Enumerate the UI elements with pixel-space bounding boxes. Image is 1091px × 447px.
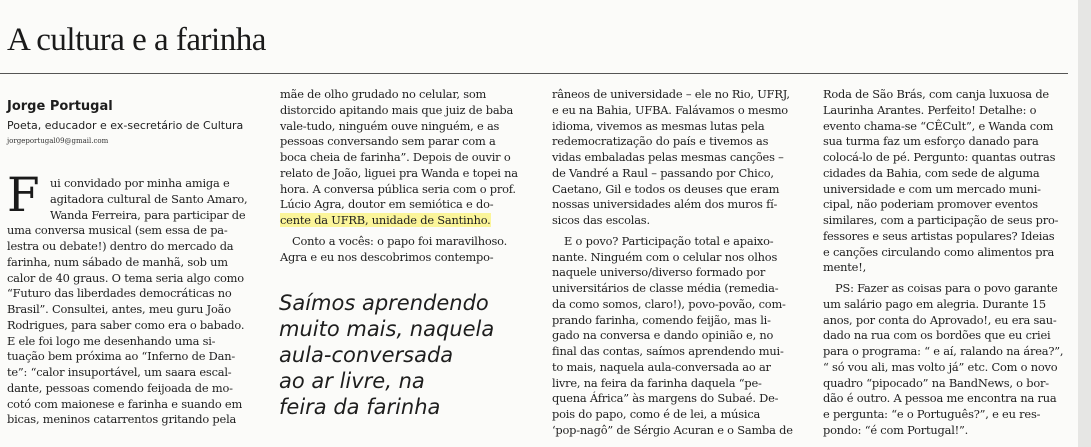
pull-quote [279, 290, 494, 420]
text-line: evento chama-se “CÊCult”, e Wanda com [823, 118, 1054, 133]
page-edge [1078, 0, 1091, 447]
text-line: mente!, [823, 260, 866, 275]
text-line: farinha, num sábado de manhã, sob um [7, 254, 228, 269]
text-line: livre, na feira da farinha daquela “pe- [552, 375, 762, 390]
pull-quote-line: muito mais, naquela [279, 317, 495, 341]
highlighted-text-line [280, 213, 538, 229]
text-line: pessoas conversando sem parar com a [280, 134, 496, 149]
text-line: de Vandré a Raul – passando por Chico, [552, 165, 774, 180]
text-line: da como somos, claro!), povo-povão, com- [552, 296, 786, 311]
text-line: “Futuro das liberdades democráticas no [7, 286, 232, 301]
text-line: similares, com a participação de seus pro- [823, 213, 1059, 227]
text-line: prando farinha, comendo feijão, mas li- [552, 312, 771, 327]
header-rule [0, 73, 1068, 74]
article-headline: A cultura e a farinha [7, 22, 266, 58]
text-line: Rodrigues, para saber como era o babado. [7, 317, 245, 332]
text-line: lestra ou debate!) dentro do mercado da [7, 239, 234, 253]
text-line: gado na conversa e dando opinião e, no [552, 328, 774, 343]
text-line: Roda de São Brás, com canja luxuosa de [823, 87, 1049, 101]
text-line: cidades da Bahia, com sede de alguma [823, 165, 1040, 180]
article-column-3 [552, 87, 810, 439]
text-line: agitadora cultural de Santo Amaro, [50, 191, 248, 206]
text-line: universidade e com um mercado muni- [823, 181, 1041, 196]
text-line: fessores e seus artistas populares? Ideias [823, 228, 1055, 243]
text-line: te”: “calor insuportável, um saara escal- [7, 365, 232, 379]
text-line: mãe de olho grudado no celular, som [280, 87, 487, 101]
text-line: relato de João, liguei pra Wanda e topei na [280, 165, 518, 180]
text-line: bicas, meninos catarrentos gritando pela [7, 412, 237, 427]
pull-quote-line: aula-conversada [279, 343, 454, 367]
text-line: vale-tudo, ninguém ouve ninguém, e as [280, 118, 500, 133]
text-line: Lúcio Agra, doutor em semiótica e do- [280, 197, 494, 212]
text-line: colocá-lo de pé. Pergunto: quantas outras [823, 150, 1056, 164]
text-line: quena África” às margens do Subaé. De- [552, 391, 779, 406]
text-line: e eu na Bahia, UFBA. Falávamos o mesmo [552, 102, 788, 117]
text-line: Brasil”. Consultei, antes, meu guru João [7, 302, 231, 316]
text-line: final das contas, saímos aprendendo mui- [552, 344, 784, 358]
text-highlight: cente da UFRB, unidade de Santinho. [280, 213, 491, 227]
text-line: Conto a vocês: o papo foi maravilhoso. [292, 233, 508, 248]
text-line: para o programa: “ e aí, ralando na área?”, [823, 344, 1064, 358]
pull-quote-line: Saímos aprendendo [279, 291, 489, 315]
text-line: cipal, não poderiam promover eventos [823, 197, 1038, 212]
article-column-2 [280, 87, 538, 265]
text-line: ‘pop-nagô” de Sérgio Acuran e o Samba de [552, 422, 793, 437]
article-column-4 [823, 87, 1073, 439]
text-line: E o povo? Participação total e apaixo- [564, 233, 774, 248]
text-line: tuação bem próxima ao “Inferno de Dan- [7, 349, 235, 364]
text-line: e pergunta: “e o Português?”, e eu res- [823, 407, 1041, 421]
text-line: nante. Ninguém com o celular nos olhos [552, 249, 778, 264]
text-line: distorcido apitando mais que juiz de baba [280, 102, 514, 117]
pull-quote-line: feira da farinha [279, 395, 441, 419]
text-line: Caetano, Gil e todos os deuses que eram [552, 181, 780, 196]
text-line: ui convidado por minha amiga e [50, 176, 230, 190]
text-line: redemocratização do país e tivemos as [552, 134, 769, 149]
text-line: hora. A conversa pública seria com o prof. [280, 181, 516, 196]
text-line: anos, por conta do Aprovado!, eu era sau- [823, 312, 1057, 327]
text-line: pois do papo, como é de lei, a música [552, 407, 761, 421]
drop-cap: F [7, 168, 40, 223]
text-line: universitários de classe média (remedia- [552, 281, 779, 295]
text-line: uma conversa musical (sem essa de pa- [7, 223, 228, 238]
author-email: jorgeportugal09@gmail.com [7, 137, 109, 145]
text-line: “ só vou ali, mas volto já” etc. Com o novo [823, 359, 1058, 374]
text-line: idioma, vivemos as mesmas lutas pela [552, 118, 765, 133]
text-line: Wanda Ferreira, para participar de [50, 207, 246, 222]
text-line: nossas universidades além dos muros fí- [552, 197, 778, 212]
text-line: cotó com maionese e farinha e suando em [7, 396, 243, 411]
text-line: quadro “pipocado” na BandNews, o bor- [823, 375, 1049, 390]
text-line: to mais, naquela aula-conversada ao ar [552, 359, 771, 374]
text-line: dão é outro. A pessoa me encontra na rua [823, 391, 1057, 406]
text-line: pondo: “é com Portugal!”. [823, 422, 969, 437]
text-line: naquele universo/diverso formado por [552, 265, 766, 280]
text-line: sua turma faz um esforço danado para [823, 134, 1039, 149]
text-line: dado na rua com os bordões que eu criei [823, 328, 1051, 343]
text-line: sicos das escolas. [552, 213, 650, 227]
author-bio: Poeta, educador e ex-secretário de Cultura [7, 119, 244, 132]
text-line: PS: Fazer as coisas para o povo garante [835, 281, 1058, 295]
text-line: râneos de universidade – ele no Rio, UFRJ, [552, 87, 790, 101]
pull-quote-line: ao ar livre, na [279, 369, 425, 393]
text-line: Agra e eu nos descobrimos contempo- [280, 249, 494, 264]
text-line: calor de 40 graus. O tema seria algo como [7, 270, 244, 285]
text-line: e canções circulando como alimentos pra [823, 244, 1055, 259]
text-line: vidas embaladas pelas mesmas canções – [552, 150, 784, 164]
text-line: um salário pago em alegria. Durante 15 [823, 296, 1046, 311]
text-line: dante, pessoas comendo feijoada de mo- [7, 380, 233, 395]
article-column-1 [7, 168, 265, 428]
text-line: boca cheia de farinha”. Depois de ouvir o [280, 150, 511, 164]
text-line: E ele foi logo me desenhando uma si- [7, 333, 216, 348]
author-name: Jorge Portugal [7, 99, 113, 114]
text-line: Laurinha Arantes. Perfeito! Detalhe: o [823, 102, 1037, 117]
